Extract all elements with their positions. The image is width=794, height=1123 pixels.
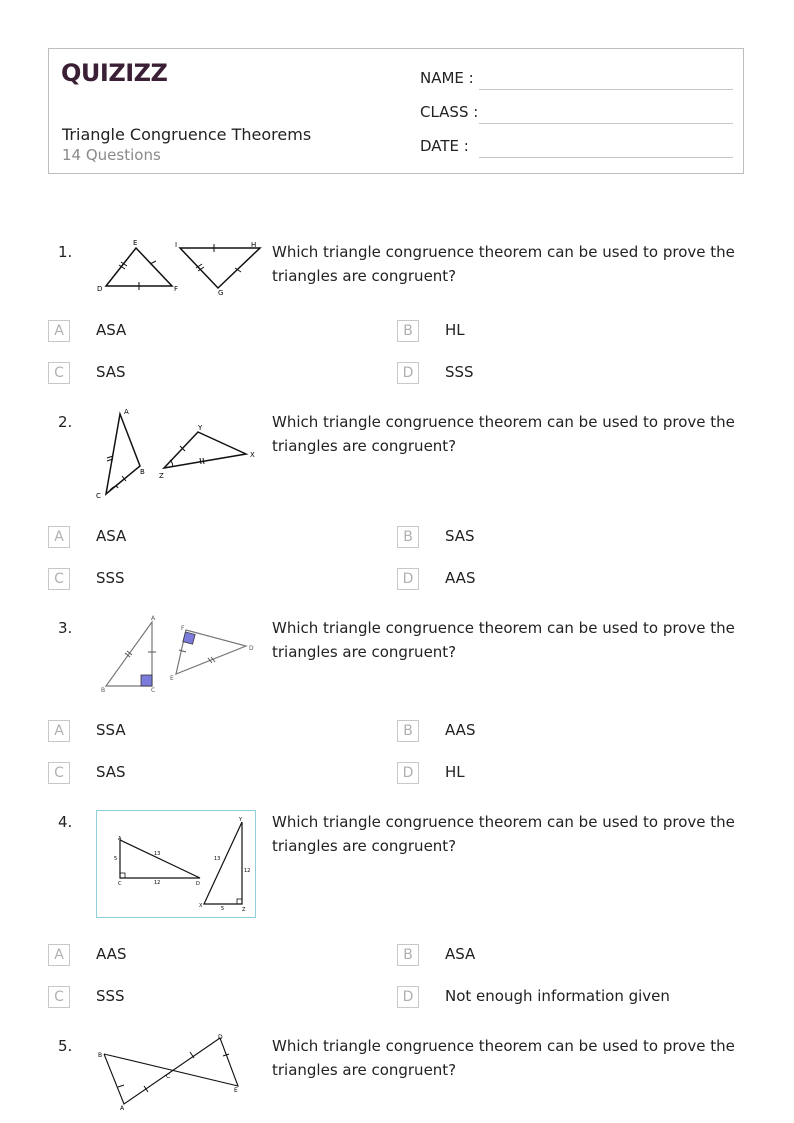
option-b-box[interactable]: B xyxy=(397,720,419,742)
fig-label: E xyxy=(170,675,174,682)
fig-label: 5 xyxy=(221,906,225,912)
fig-label: D xyxy=(249,645,254,652)
name-label: NAME : xyxy=(420,69,474,87)
fig-label: B xyxy=(140,468,145,476)
fig-label: Y xyxy=(198,424,203,432)
option-d-text[interactable]: HL xyxy=(445,763,465,781)
fig-label: X xyxy=(199,903,203,909)
fig-label: 12 xyxy=(154,880,161,886)
fig-label: A xyxy=(120,1105,125,1112)
fig-label: C xyxy=(118,881,122,887)
option-a-box[interactable]: A xyxy=(48,526,70,548)
option-c-text[interactable]: SSS xyxy=(96,987,125,1005)
question-2-figure xyxy=(96,406,266,502)
option-b-text[interactable]: AAS xyxy=(445,721,476,739)
fig-label: E xyxy=(133,239,138,247)
class-line xyxy=(479,123,733,124)
option-a-box[interactable]: A xyxy=(48,320,70,342)
fig-label: C xyxy=(151,687,156,694)
option-a-text[interactable]: ASA xyxy=(96,321,127,339)
option-a-text[interactable]: AAS xyxy=(96,945,127,963)
fig-label: B xyxy=(101,687,106,694)
fig-label: D xyxy=(196,881,200,887)
option-d-text[interactable]: SSS xyxy=(445,363,474,381)
fig-label: Y xyxy=(239,817,243,823)
fig-label: I xyxy=(175,241,178,249)
fig-label: A xyxy=(151,615,156,622)
fig-label: F xyxy=(181,625,185,632)
option-d-text[interactable]: AAS xyxy=(445,569,476,587)
fig-label: B xyxy=(98,1052,103,1059)
option-a-box[interactable]: A xyxy=(48,720,70,742)
question-4-text: Which triangle congruence theorem can be used to prove the triangles are congruent? xyxy=(272,813,735,855)
option-b-box[interactable]: B xyxy=(397,944,419,966)
question-1-text: Which triangle congruence theorem can be used to prove the triangles are congruent? xyxy=(272,243,735,285)
fig-label: Z xyxy=(159,472,164,480)
quizizz-logo: QUIZIZZ xyxy=(61,59,168,87)
question-4-number: 4. xyxy=(58,813,73,831)
option-d-box[interactable]: D xyxy=(397,568,419,590)
question-1-number: 1. xyxy=(58,243,73,261)
option-c-box[interactable]: C xyxy=(48,762,70,784)
fig-label: C xyxy=(166,1073,171,1080)
name-line xyxy=(479,89,733,90)
option-c-text[interactable]: SAS xyxy=(96,763,126,781)
fig-label: 13 xyxy=(154,851,161,857)
option-d-box[interactable]: D xyxy=(397,986,419,1008)
date-label: DATE : xyxy=(420,137,469,155)
option-b-box[interactable]: B xyxy=(397,526,419,548)
option-a-text[interactable]: ASA xyxy=(96,527,127,545)
option-d-box[interactable]: D xyxy=(397,362,419,384)
option-b-text[interactable]: HL xyxy=(445,321,465,339)
option-c-box[interactable]: C xyxy=(48,986,70,1008)
option-b-box[interactable]: B xyxy=(397,320,419,342)
option-c-text[interactable]: SSS xyxy=(96,569,125,587)
worksheet-title: Triangle Congruence Theorems xyxy=(62,125,312,144)
class-label: CLASS : xyxy=(420,103,479,121)
fig-label: F xyxy=(174,285,179,293)
worksheet-header xyxy=(48,48,744,174)
fig-label: A xyxy=(118,836,122,842)
option-c-box[interactable]: C xyxy=(48,568,70,590)
question-5-text: Which triangle congruence theorem can be used to prove the triangles are congruent? xyxy=(272,1037,735,1079)
fig-label: D xyxy=(97,285,103,293)
fig-label: C xyxy=(96,492,101,500)
fig-label: 5 xyxy=(114,856,118,862)
question-count: 14 Questions xyxy=(62,146,161,164)
fig-label: 12 xyxy=(244,868,251,874)
fig-label: Z xyxy=(242,907,246,913)
question-3-number: 3. xyxy=(58,619,73,637)
question-5-figure xyxy=(96,1030,256,1116)
fig-label: X xyxy=(250,451,255,459)
fig-label: E xyxy=(234,1087,238,1094)
question-4-figure xyxy=(96,810,256,918)
option-d-box[interactable]: D xyxy=(397,762,419,784)
option-b-text[interactable]: ASA xyxy=(445,945,476,963)
question-3-text: Which triangle congruence theorem can be used to prove the triangles are congruent? xyxy=(272,619,735,661)
option-d-text[interactable]: Not enough information given xyxy=(445,987,670,1005)
option-a-box[interactable]: A xyxy=(48,944,70,966)
option-a-text[interactable]: SSA xyxy=(96,721,126,739)
question-3-figure xyxy=(96,612,266,696)
option-b-text[interactable]: SAS xyxy=(445,527,475,545)
date-line xyxy=(479,157,733,158)
question-2-number: 2. xyxy=(58,413,73,431)
fig-label: H xyxy=(251,241,257,249)
option-c-box[interactable]: C xyxy=(48,362,70,384)
question-2-text: Which triangle congruence theorem can be used to prove the triangles are congruent? xyxy=(272,413,735,455)
question-1-figure xyxy=(96,238,266,298)
option-c-text[interactable]: SAS xyxy=(96,363,126,381)
fig-label: G xyxy=(218,289,224,297)
fig-label: D xyxy=(218,1034,223,1041)
fig-label: A xyxy=(124,408,129,416)
fig-label: 13 xyxy=(214,856,221,862)
question-5-number: 5. xyxy=(58,1037,73,1055)
